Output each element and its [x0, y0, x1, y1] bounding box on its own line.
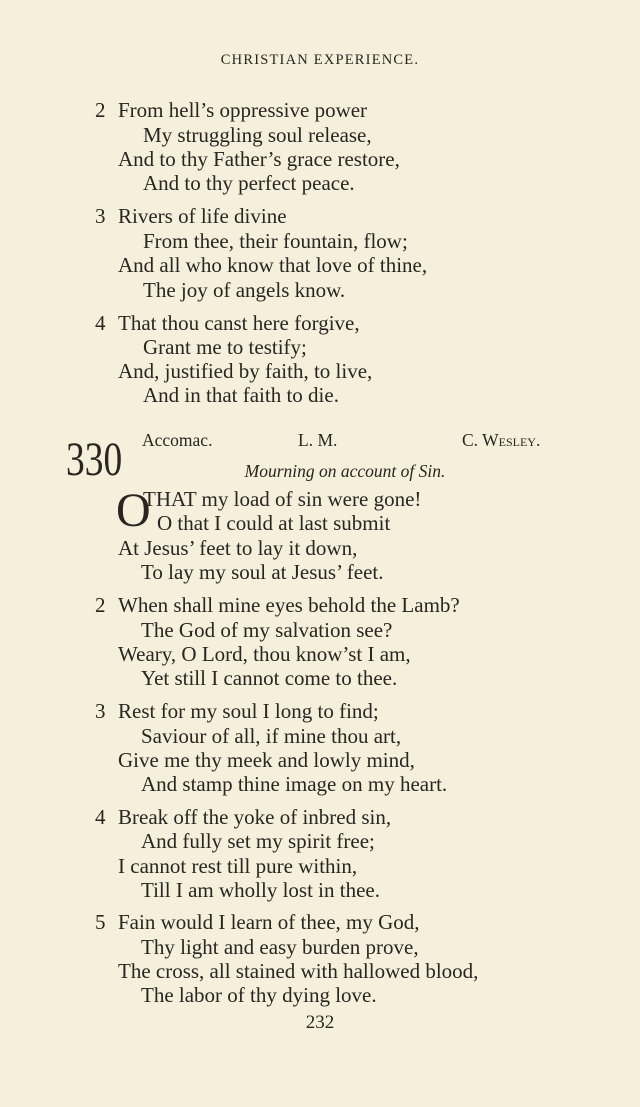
- verse-line: At Jesus’ feet to lay it down,: [118, 536, 358, 560]
- verse-line: When shall mine eyes behold the Lamb?: [118, 593, 460, 617]
- verse-line: Break off the yoke of inbred sin,: [118, 805, 392, 829]
- verse-number: 2: [95, 98, 106, 122]
- verse-line: The God of my salvation see?: [141, 618, 393, 642]
- verse-number: 3: [95, 699, 106, 723]
- page-number: 232: [305, 1012, 335, 1033]
- tune-name: Accomac.: [142, 430, 213, 450]
- verse-line: Weary, O Lord, thou know’st I am,: [118, 642, 411, 666]
- verse-line: And all who know that love of thine,: [118, 253, 428, 277]
- verse-line: The cross, all stained with hallowed blood,: [118, 959, 479, 983]
- verse-line: Fain would I learn of thee, my God,: [118, 910, 420, 934]
- verse-line: And to thy perfect peace.: [143, 171, 355, 195]
- verse-number: 4: [95, 805, 106, 829]
- verse-line: Saviour of all, if mine thou art,: [141, 724, 402, 748]
- verse-line: THAT my load of sin were gone!: [143, 487, 422, 511]
- hymn-number: 330: [66, 433, 123, 486]
- verse-line: And in that faith to die.: [143, 383, 339, 407]
- verse-line: O that I could at last submit: [157, 511, 391, 535]
- verse-line: Rivers of life divine: [118, 204, 287, 228]
- verse-line: Grant me to testify;: [143, 335, 307, 359]
- verse-line: Thy light and easy burden prove,: [141, 935, 419, 959]
- hymn-subtitle: Mourning on account of Sin.: [244, 461, 446, 481]
- drop-cap: O: [116, 484, 151, 537]
- verse-line: To lay my soul at Jesus’ feet.: [141, 560, 384, 584]
- verse-line: Give me thy meek and lowly mind,: [118, 748, 415, 772]
- verse-line: I cannot rest till pure within,: [118, 854, 358, 878]
- meter: L. M.: [298, 430, 338, 450]
- verse-line: Rest for my soul I long to find;: [118, 699, 379, 723]
- verse-line: The joy of angels know.: [143, 278, 346, 302]
- verse-number: 2: [95, 593, 106, 617]
- verse-line: And stamp thine image on my heart.: [141, 772, 448, 796]
- verse-line: And fully set my spirit free;: [141, 829, 375, 853]
- verse-line: My struggling soul release,: [143, 123, 372, 147]
- verse-number: 4: [95, 311, 106, 335]
- verse-number: 3: [95, 204, 106, 228]
- verse-line: From thee, their fountain, flow;: [143, 229, 408, 253]
- author: C. Wesley.: [462, 430, 541, 450]
- verse-line: Till I am wholly lost in thee.: [141, 878, 380, 902]
- verse-line: From hell’s oppressive power: [118, 98, 368, 122]
- running-header: CHRISTIAN EXPERIENCE.: [220, 52, 420, 68]
- verse-line: The labor of thy dying love.: [141, 983, 377, 1007]
- verse-line: And to thy Father’s grace restore,: [118, 147, 400, 171]
- verse-line: Yet still I cannot come to thee.: [141, 666, 398, 690]
- verse-line: And, justified by faith, to live,: [118, 359, 373, 383]
- verse-line: That thou canst here forgive,: [118, 311, 360, 335]
- verse-number: 5: [95, 910, 106, 934]
